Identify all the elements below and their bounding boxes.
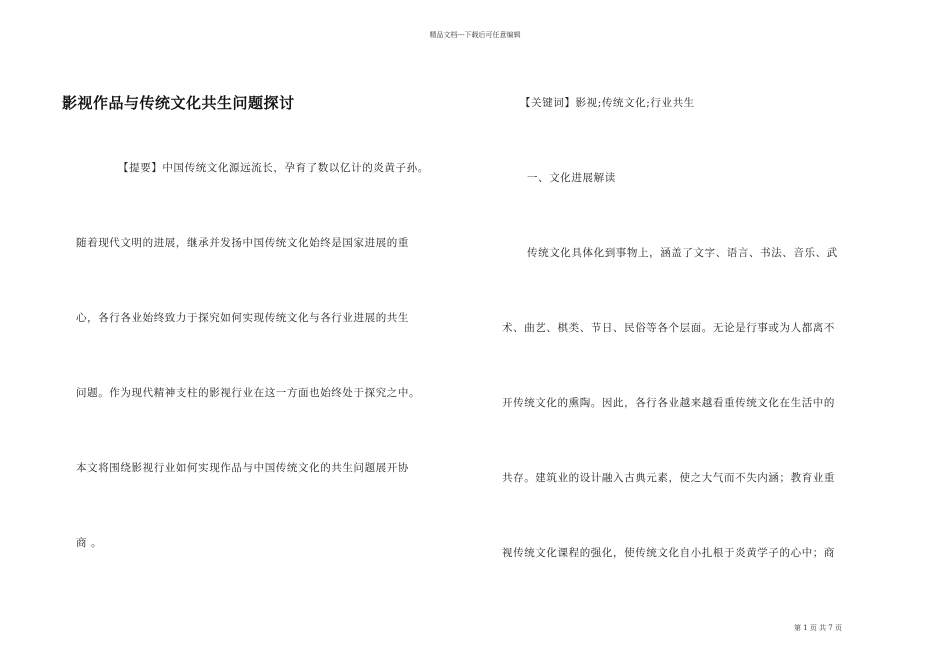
abstract-line: 心，各行各业始终致力于探究如何实现传统文化与各行业进展的共生 <box>76 312 409 324</box>
abstract-line: 随着现代文明的进展，继承并发扬中国传统文化始终是国家进展的重 <box>76 237 409 249</box>
body-line: 传统文化具体化到事物上，涵盖了文字、语言、书法、音乐、武 <box>527 247 838 259</box>
abstract-line: 本文将围绕影视行业如何实现作品与中国传统文化的共生问题展开协 <box>76 462 409 474</box>
abstract-line: 【提要】中国传统文化源远流长，孕育了数以亿计的炎黄子孙。 <box>118 162 429 174</box>
abstract-line: 商 。 <box>76 537 103 549</box>
abstract-line: 问题。作为现代精神支柱的影视行业在这一方面也始终处于探究之中。 <box>76 387 421 399</box>
body-line: 术、曲艺、棋类、节日、民俗等各个层面。无论是行事或为人都离不 <box>502 322 835 334</box>
body-line: 共存。建筑业的设计融入古典元素，使之大气而不失内涵；教育业重 <box>502 472 835 484</box>
page-header-note: 精品文档---下载后可任意编辑 <box>429 31 521 39</box>
page-number-footer: 第 1 页 共 7 页 <box>793 624 842 632</box>
document-title: 影视作品与传统文化共生问题探讨 <box>62 94 295 112</box>
keywords-line: 【关键词】影视;传统文化;行业共生 <box>520 97 695 109</box>
section-heading: 一、文化进展解读 <box>527 172 616 184</box>
body-line: 视传统文化课程的强化，使传统文化自小扎根于炎黄学子的心中；商 <box>502 547 835 559</box>
body-line: 开传统文化的熏陶。因此，各行各业越来越看重传统文化在生活中的 <box>502 397 835 409</box>
